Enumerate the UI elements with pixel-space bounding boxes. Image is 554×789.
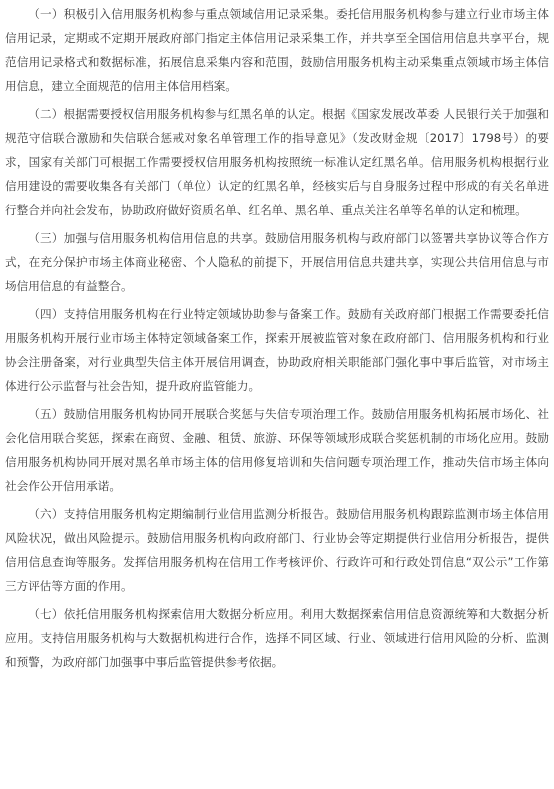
paragraph-7: （七）依托信用服务机构探索信用大数据分析应用。利用大数据探索信用信息资源统筹和大数据分析应用。支持信用服务机构与大数据机构进行合作，选择不同区域、行业、领域进行信用风险的分析、监测和预警，为政府部门加强事中事后监管提供参考依据。 bbox=[5, 607, 549, 669]
paragraph-6: （六）支持信用服务机构定期编制行业信用监测分析报告。鼓励信用服务机构跟踪监测市场主体信用风险状况，做出风险提示。鼓励信用服务机构向政府部门、行业协会等定期提供行业信用分析报告，提供信用信息查询等服务。发挥信用服务机构在信用工作考核评价、行政许可和行政处罚信息“双公示”工作第三方评估等方面的作用。 bbox=[5, 507, 549, 593]
paragraph-3: （三）加强与信用服务机构信用信息的共享。鼓励信用服务机构与政府部门以签署共享协议等合作方式，在充分保护市场主体商业秘密、个人隐私的前提下，开展信用信息共建共享，实现公共信用信息与市场信用信息的有益整合。 bbox=[5, 231, 549, 293]
paragraph-2: （二）根据需要授权信用服务机构参与红黑名单的认定。根据《国家发展改革委 人民银行关于加强和规范守信联合激励和失信联合惩戒对象名单管理工作的指导意见》（发改财金规〔2017〕1798号）的要求，国家有关部门可根据工作需要授权信用服务机构按照统一标准认定红黑名单。信用服务机构根据行业信用建设的需要收集各有关部门（单位）认定的红黑名单，经核实后与自身服务过程中形成的有关名单进行整合并向社会发布，协助政府做好资质名单、红名单、黑名单、重点关注名单等名单的认定和梳理。 bbox=[5, 107, 549, 217]
paragraph-1: （一）积极引入信用服务机构参与重点领域信用记录采集。委托信用服务机构参与建立行业市场主体信用记录，定期或不定期开展政府部门指定主体信用记录采集工作，并共享至全国信用信息共享平台，规范信用记录格式和数据标准，拓展信息采集内容和范围，鼓励信用服务机构主动采集重点领域市场主体信用信息，建立全面规范的信用主体信用档案。 bbox=[5, 7, 549, 93]
paragraph-5: （五）鼓励信用服务机构协同开展联合奖惩与失信专项治理工作。鼓励信用服务机构拓展市场化、社会化信用联合奖惩，探索在商贸、金融、租赁、旅游、环保等领域形成联合奖惩机制的市场化应用。鼓励信用服务机构协同开展对黑名单市场主体的信用修复培训和失信问题专项治理工作，推动失信市场主体向社会作公开信用承诺。 bbox=[5, 407, 549, 493]
paragraph-4: （四）支持信用服务机构在行业特定领域协助参与备案工作。鼓励有关政府部门根据工作需要委托信用服务机构开展行业市场主体特定领域备案工作，探索开展被监管对象在政府部门、信用服务机构和行业协会注册备案，对行业典型失信主体开展信用调查，协助政府相关职能部门强化事中事后监管，对市场主体进行公示监督与社会告知，提升政府监管能力。 bbox=[5, 307, 549, 393]
